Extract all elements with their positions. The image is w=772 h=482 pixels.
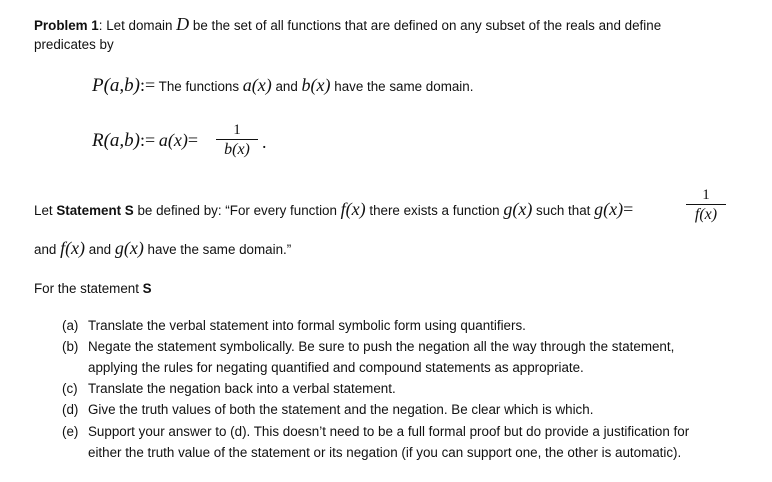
predicate-p-definition bbox=[92, 75, 473, 97]
task-label: (c) bbox=[62, 381, 78, 396]
task-text: Give the truth values of both the statement and the negation. Be clear which is which. bbox=[88, 402, 594, 417]
task-d bbox=[62, 402, 593, 417]
statement-denominator: f(x) bbox=[694, 206, 718, 223]
statement-numerator: 1 bbox=[702, 187, 710, 203]
statement-line2-c: have the same domain.” bbox=[143, 242, 292, 257]
statement-line1 bbox=[34, 199, 633, 220]
statement-fx: f(x) bbox=[340, 199, 366, 219]
statement-text1: be defined by: “For every function bbox=[133, 203, 341, 218]
statement-name: Statement S bbox=[56, 203, 134, 218]
for-statement-heading bbox=[34, 281, 152, 296]
task-label: (b) bbox=[62, 339, 79, 354]
task-text: Translate the negation back into a verbal statement. bbox=[88, 381, 396, 396]
task-text: Negate the statement symbolically. Be sure to push the negation all the way through the statement, bbox=[88, 339, 675, 354]
predicate-p-and: and bbox=[271, 79, 302, 94]
predicate-r-fraction bbox=[216, 122, 258, 158]
problem-intro-line2: predicates by bbox=[34, 37, 114, 52]
predicate-p-text1: The functions bbox=[155, 79, 243, 94]
task-label: (e) bbox=[62, 424, 79, 439]
for-statement-text: For the statement bbox=[34, 281, 143, 296]
predicate-p-symbol: P(a,b) bbox=[92, 75, 141, 96]
statement-line2-gx: g(x) bbox=[114, 238, 144, 258]
domain-symbol: D bbox=[176, 14, 190, 34]
predicate-r-symbol: R(a,b) bbox=[92, 130, 141, 151]
task-c bbox=[62, 381, 396, 396]
statement-equals: = bbox=[623, 199, 634, 219]
problem-intro-b: be the set of all functions that are defined on any subset of the reals and define bbox=[189, 18, 662, 33]
equals-sign-r: = bbox=[187, 130, 199, 150]
task-label: (a) bbox=[62, 318, 79, 333]
predicate-p-bx: b(x) bbox=[301, 75, 331, 95]
task-e bbox=[62, 424, 689, 439]
statement-line2 bbox=[34, 238, 291, 259]
problem-intro-line1 bbox=[34, 14, 661, 35]
fraction-bar bbox=[216, 139, 258, 140]
predicate-p-ax: a(x) bbox=[242, 75, 272, 95]
task-e-continuation: either the truth value of the statement or its negation (if you can support one, the other is automatic). bbox=[88, 445, 682, 460]
statement-text3: such that bbox=[532, 203, 595, 218]
predicate-r-ax: a(x) bbox=[158, 130, 188, 150]
statement-line2-fx: f(x) bbox=[60, 238, 86, 258]
task-b bbox=[62, 339, 674, 354]
predicate-r-numerator: 1 bbox=[233, 122, 241, 138]
statement-gx: g(x) bbox=[503, 199, 533, 219]
predicate-p-text2: have the same domain. bbox=[330, 79, 474, 94]
statement-fraction-bar bbox=[686, 204, 726, 205]
task-text: Support your answer to (d). This doesn’t need to be a full formal proof but do provide a justification for bbox=[88, 424, 690, 439]
task-text: Translate the verbal statement into formal symbolic form using quantifiers. bbox=[88, 318, 526, 333]
predicate-r-denominator: b(x) bbox=[224, 141, 250, 158]
predicate-r-period: . bbox=[262, 132, 267, 152]
task-label: (d) bbox=[62, 402, 79, 417]
problem-intro-a: : Let domain bbox=[98, 18, 177, 33]
define-operator-r: := bbox=[140, 130, 156, 150]
task-a bbox=[62, 318, 526, 333]
define-operator: := bbox=[140, 75, 156, 95]
statement-line2-b: and bbox=[85, 242, 115, 257]
statement-text2: there exists a function bbox=[365, 203, 504, 218]
statement-lead: Let bbox=[34, 203, 57, 218]
statement-gx2: g(x) bbox=[594, 199, 624, 219]
problem-title: Problem 1 bbox=[34, 18, 99, 33]
statement-line2-a: and bbox=[34, 242, 61, 257]
statement-fraction bbox=[686, 187, 726, 223]
for-statement-bold: S bbox=[142, 281, 152, 296]
predicate-r-definition bbox=[92, 130, 198, 152]
task-b-continuation: applying the rules for negating quantified and compound statements as appropriate. bbox=[88, 360, 584, 375]
